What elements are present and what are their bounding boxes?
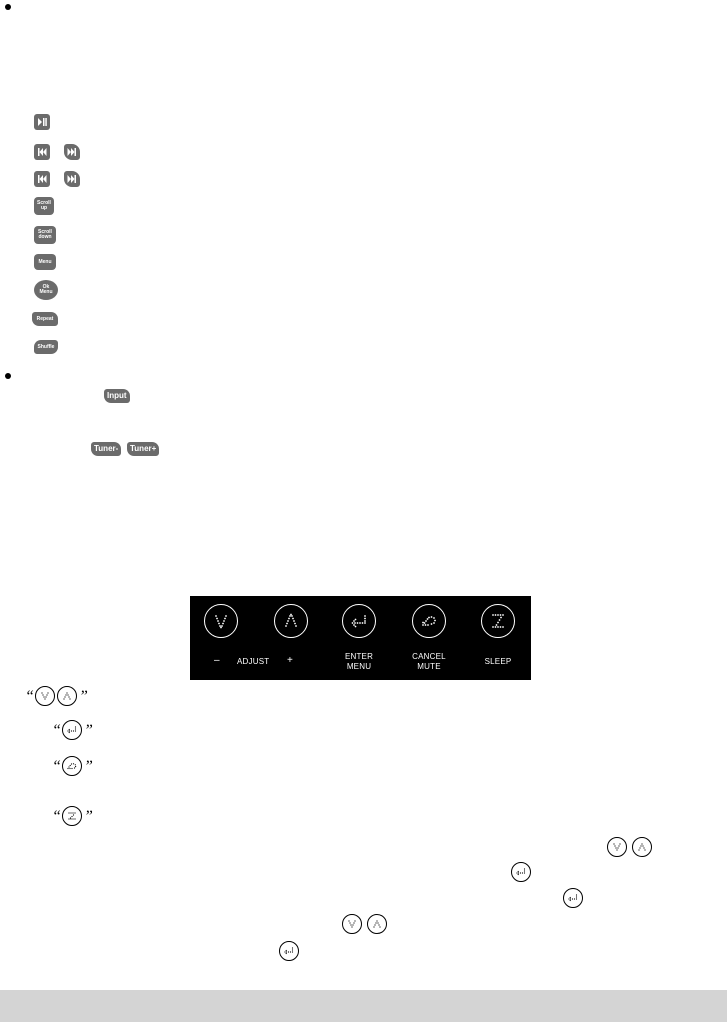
front-control-panel [190,596,531,680]
cancel-arrow-icon [66,761,78,771]
enter-arrow-icon [66,725,78,735]
chevron-up-icon [62,691,72,701]
down-icon-inline [342,914,362,934]
chevron-up-icon [637,842,647,852]
quote-close: ” [79,688,88,705]
tuner-minus-key: Tuner- [91,442,121,456]
previous-key-1 [34,144,50,160]
previous-key-2 [34,171,50,187]
enter-icon-inline [511,862,531,882]
shuffle-key: Shuffle [34,340,58,354]
enter-arrow-icon [349,612,369,630]
chevron-up-icon [282,612,300,630]
enter-arrow-icon [515,867,527,877]
down-icon-inline [607,837,627,857]
quote-close: ” [84,758,93,775]
cancel-mute-label: CANCEL MUTE [412,652,446,671]
scroll-down-key: Scroll down [34,226,56,244]
chevron-down-icon [40,691,50,701]
chevron-up-icon [372,919,382,929]
chevron-down-icon [347,919,357,929]
bullet-2 [5,373,11,379]
sleep-z-icon [67,811,77,821]
down-button [204,604,238,638]
play-pause-key [34,114,50,130]
up-icon-inline [367,914,387,934]
quote-open: “ [52,808,61,825]
quote-close: ” [84,722,93,739]
sleep-icon-ref [62,806,82,826]
cancel-icon-ref [62,756,82,776]
adjust-label: ADJUST [237,657,270,666]
next-track-icon [67,175,77,183]
scroll-up-key: Scroll up [34,197,54,215]
up-icon-ref [57,686,77,706]
footer-bar [0,990,727,1022]
next-key-1 [64,144,80,160]
input-key: Input [104,389,130,403]
next-track-icon [67,148,77,156]
play-pause-icon [37,118,47,126]
next-key-2 [64,171,80,187]
up-button [274,604,308,638]
minus-label: – [214,655,220,666]
quote-close: ” [84,808,93,825]
menu-key: Menu [34,254,56,270]
previous-track-icon [37,175,47,183]
up-icon-inline [632,837,652,857]
tuner-plus-key: Tuner+ [127,442,159,456]
enter-icon-ref [62,720,82,740]
chevron-down-icon [212,612,230,630]
repeat-key: Repeat [32,312,58,326]
quote-open: “ [52,722,61,739]
plus-label: + [287,655,294,666]
enter-icon-inline [279,941,299,961]
enter-icon-inline [563,888,583,908]
enter-button [342,604,376,638]
bullet-1 [5,4,11,10]
sleep-label: SLEEP [484,657,512,666]
cancel-button [412,604,446,638]
sleep-z-icon [489,612,507,630]
enter-arrow-icon [567,893,579,903]
quote-open: “ [25,688,34,705]
chevron-down-icon [612,842,622,852]
sleep-button [481,604,515,638]
cancel-arrow-icon [419,612,439,630]
quote-open: “ [52,758,61,775]
enter-menu-label: ENTER MENU [344,652,374,671]
previous-track-icon [37,148,47,156]
enter-arrow-icon [283,946,295,956]
down-icon-ref [35,686,55,706]
ok-menu-key: Ok Menu [34,280,58,300]
